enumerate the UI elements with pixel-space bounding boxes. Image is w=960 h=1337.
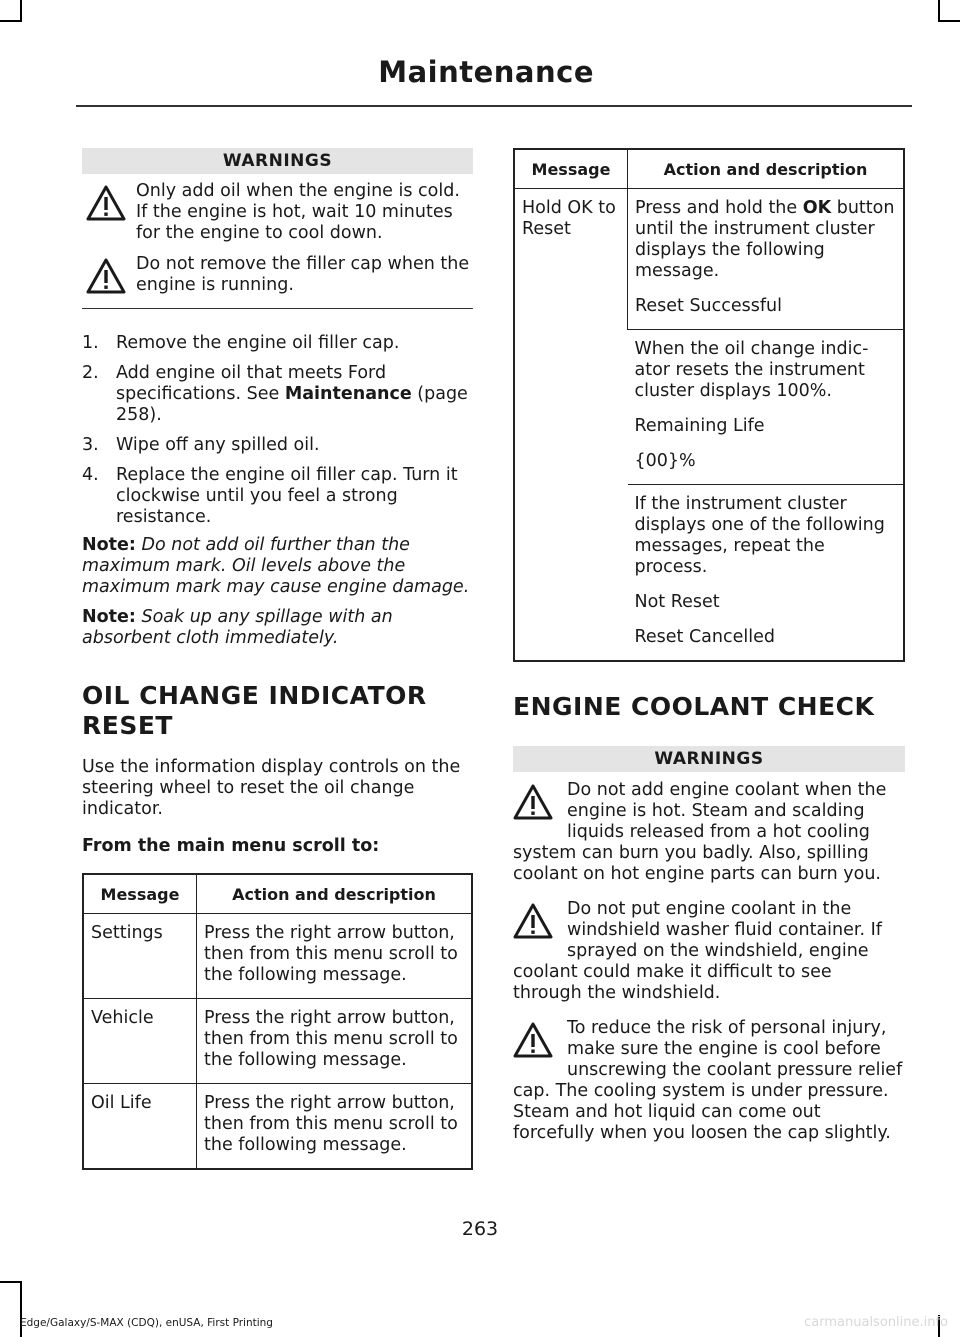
action-text: If the instrument cluster displays one of the following messages, repeat the process.	[634, 494, 885, 577]
message-cell: Oil Life	[83, 1084, 197, 1170]
action-text	[635, 198, 897, 282]
watermark: carmanualsonline.info	[804, 1315, 948, 1330]
column-header-message: Message	[83, 874, 197, 914]
action-cell	[628, 330, 905, 485]
step-number: 3.	[82, 435, 99, 455]
display-message: Reset Successful	[635, 296, 783, 316]
message-cell: Hold OK to Reset	[514, 189, 628, 662]
list-item	[82, 333, 473, 354]
display-message: Not Reset	[634, 592, 720, 612]
note-label: Note:	[82, 607, 136, 627]
note-text: Do not add oil further than the maximum mark. Oil levels above the maximum mark may cause engine damage.	[82, 535, 470, 597]
note	[82, 535, 473, 598]
list-item	[82, 465, 473, 528]
warning-text: To reduce the risk of personal injury, make sure the engine is cool before unscrewing the coolant pressure relief cap. The cooling system is under pressure. Steam and hot liquid can come out forcefully when you loosen the cap slightly.	[513, 1018, 903, 1143]
warning-triangle-icon	[513, 903, 553, 939]
step-number: 2.	[82, 363, 99, 383]
action-cell: Press the right arrow button, then from this menu scroll to the following message.	[197, 999, 473, 1084]
right-column	[513, 148, 905, 1144]
cross-reference-link[interactable]: Maintenance	[284, 384, 412, 404]
warning-item	[513, 899, 905, 1004]
section-title: ENGINE COOLANT CHECK	[513, 692, 875, 721]
crop-mark	[938, 20, 960, 22]
message-cell: Vehicle	[83, 999, 197, 1084]
menu-table	[82, 873, 473, 1170]
table-row	[83, 1084, 472, 1170]
warnings-rule	[82, 308, 473, 309]
ok-keyword: OK	[802, 198, 832, 218]
action-cell: Press the right arrow button, then from this menu scroll to the following message.	[197, 914, 473, 999]
footer-text: Edge/Galaxy/S-MAX (CDQ), enUSA, First Printing	[20, 1317, 273, 1329]
warning-triangle-icon	[86, 258, 126, 294]
step-text: Remove the engine oil filler cap.	[116, 333, 400, 353]
scroll-lead: From the main menu scroll to:	[82, 836, 380, 856]
table-header-row	[83, 874, 472, 914]
step-number: 4.	[82, 465, 99, 485]
table-header-row	[514, 149, 904, 189]
list-item	[82, 435, 473, 456]
note-text: Soak up any spillage with an absorbent cloth immediately.	[82, 607, 393, 648]
header-rule	[76, 105, 912, 107]
column-header-action: Action and description	[197, 874, 473, 914]
table-row	[83, 914, 472, 999]
step-text: Add engine oil that meets Ford specifications. See	[116, 363, 387, 404]
crop-mark	[0, 20, 22, 22]
warning-text: Do not add engine coolant when the engine is hot. Steam and scalding liquids released from a hot cooling system can burn you badly. Also, spilling coolant on hot engine parts can burn you.	[513, 780, 887, 884]
note-label: Note:	[82, 535, 136, 555]
action-text: When the oil change indic-ator resets the instrument cluster displays 100%.	[634, 339, 869, 401]
crop-mark	[938, 0, 940, 22]
warning-text: Do not remove the filler cap when the engine is running.	[136, 254, 470, 295]
warning-text: Only add oil when the engine is cold. If the engine is hot, wait 10 minutes for the engine to cool down.	[136, 181, 460, 243]
left-column	[82, 148, 473, 1170]
reset-table	[513, 148, 905, 662]
action-cell: Press the right arrow button, then from this menu scroll to the following message.	[197, 1084, 473, 1170]
warning-triangle-icon	[513, 784, 553, 820]
display-message: Remaining Life	[634, 416, 765, 436]
message-cell: Settings	[83, 914, 197, 999]
note	[82, 607, 473, 649]
column-header-message: Message	[514, 149, 628, 189]
warning-item	[513, 1018, 905, 1144]
section-title-line: RESET	[82, 711, 173, 740]
warning-triangle-icon	[513, 1022, 553, 1058]
warning-item	[513, 780, 905, 885]
step-text: Replace the engine oil filler cap. Turn it clockwise until you feel a strong resistance.	[116, 465, 458, 527]
display-message: Reset Cancelled	[634, 627, 775, 647]
column-header-action: Action and description	[628, 149, 905, 189]
page-number: 263	[461, 1218, 499, 1240]
warning-triangle-icon	[86, 185, 126, 221]
step-number: 1.	[82, 333, 99, 353]
procedure-steps	[82, 333, 473, 528]
warnings-heading: WARNINGS	[82, 148, 473, 174]
action-text-part: button until the instrument cluster displays the following message.	[635, 198, 895, 281]
display-message: {00}%	[634, 451, 696, 471]
step-text-suffix: (page 258).	[116, 384, 468, 425]
intro-paragraph: Use the information display controls on the steering wheel to reset the oil change indicator.	[82, 757, 461, 819]
table-row	[514, 189, 904, 330]
warnings-heading: WARNINGS	[513, 746, 905, 772]
warning-text: Do not put engine coolant in the windshield washer fluid container. If sprayed on the windshield, engine coolant could make it difficult to see through the windshield.	[513, 899, 882, 1003]
list-item	[82, 363, 473, 426]
action-text-part: Press and hold the	[635, 198, 803, 218]
section-title-line: OIL CHANGE INDICATOR	[82, 681, 427, 710]
warning-item	[82, 181, 473, 244]
action-cell	[628, 189, 905, 330]
warning-item	[82, 254, 473, 296]
action-cell	[628, 485, 905, 662]
table-row	[83, 999, 472, 1084]
crop-mark	[20, 0, 22, 22]
section-title	[82, 681, 473, 741]
step-text: Wipe off any spilled oil.	[116, 435, 320, 455]
crop-mark	[0, 1281, 22, 1283]
page-title: Maintenance	[378, 55, 594, 89]
